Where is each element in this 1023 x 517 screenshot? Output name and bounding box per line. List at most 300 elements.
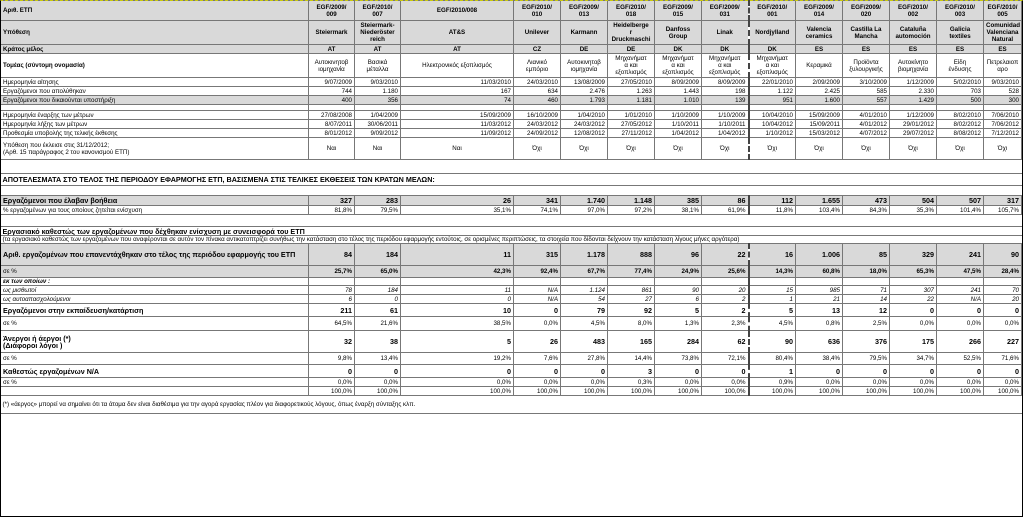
cell-self: N/A — [937, 295, 984, 304]
row-label-deadline: Προθεσμία υποβολής της τελικής έκθεσης — [1, 129, 309, 138]
cell-aided: 507 — [937, 196, 984, 206]
cell-na: 0 — [702, 365, 749, 378]
cell-line: EGF/2010/ — [987, 3, 1018, 11]
cell-deadline: 15/03/2012 — [796, 129, 843, 138]
cell-line: Nordjylland — [755, 29, 790, 36]
cell-line: εξοπλισμός — [662, 69, 694, 76]
cell-dr: 557 — [843, 96, 890, 105]
cell-self: 0 — [355, 295, 401, 304]
cell-line: 020 — [860, 10, 872, 18]
cell-line: Αυτοκινητοβ — [314, 58, 349, 66]
cell-line: Castilla La — [850, 25, 882, 33]
cell-line: 009 — [326, 10, 337, 18]
cell-line: EGF/2009/ — [851, 3, 881, 11]
cell-train: 79 — [561, 304, 608, 317]
cell-line: EGF/2009/ — [804, 3, 834, 11]
cell-end: 24/03/2012 — [514, 120, 561, 129]
cell-emp: 11 — [401, 286, 514, 295]
row-label-train: Εργαζόμενοι στην εκπαίδευση/κατάρτιση — [1, 304, 309, 317]
cell-unemp: 175 — [890, 331, 937, 353]
cell-line: Πετρελαιοπ — [986, 58, 1019, 66]
cell-dr: 460 — [514, 96, 561, 105]
cell-dr: 500 — [937, 96, 984, 105]
cell-line: Druckmaschi — [611, 36, 651, 43]
cell-wf: 167 — [401, 87, 514, 96]
cell-line: Αυτοκινητοβ — [567, 58, 601, 66]
cell-unemp_pct: 27,8% — [561, 353, 608, 365]
cell-self: 22 — [890, 295, 937, 304]
cell-aided: 504 — [890, 196, 937, 206]
cell-deadline: 1/10/2012 — [749, 129, 796, 138]
cell-line: Natural — [991, 36, 1014, 43]
cell-line: εξοπλισμός — [709, 69, 741, 76]
cell-reint: 90 — [984, 244, 1022, 266]
row-label-app: Ημερομηνία αίτησης — [1, 78, 309, 87]
cell-total: 100,0% — [514, 387, 561, 396]
cell-aided: 283 — [355, 196, 401, 206]
cell-unemp_pct: 73,8% — [655, 353, 702, 365]
cell-reint: 1.178 — [561, 244, 608, 266]
cell-start: 15/09/2009 — [796, 111, 843, 120]
cell-na: 3 — [608, 365, 655, 378]
cell-line: Karmann — [570, 29, 598, 36]
cell-unemp_pct: 9,8% — [309, 353, 355, 365]
cell-ms: AT — [309, 45, 355, 54]
cell-wf: 1.180 — [355, 87, 401, 96]
cell-train_pct: 2,3% — [702, 317, 749, 331]
cell-ms: DK — [749, 45, 796, 54]
cell-na_pct: 0,0% — [514, 378, 561, 387]
row-label-ref: Αριθ. ΕΤΠ — [1, 1, 309, 21]
cell-na_pct: 0,0% — [843, 378, 890, 387]
cell-self: 6 — [655, 295, 702, 304]
cell-train_pct: 4,5% — [561, 317, 608, 331]
cell-ms: ES — [890, 45, 937, 54]
cell-wf: 585 — [843, 87, 890, 96]
cell-na_pct: 0,0% — [984, 378, 1022, 387]
cell-reint_pct: 65,3% — [890, 266, 937, 278]
cell-app: 9/07/2009 — [309, 78, 355, 87]
cell-line: automoción — [895, 32, 931, 40]
cell-total: 100,0% — [937, 387, 984, 396]
cell-self: 54 — [561, 295, 608, 304]
cell-dr: 300 — [984, 96, 1022, 105]
cell-app: 8/09/2009 — [702, 78, 749, 87]
cell-aided: 86 — [702, 196, 749, 206]
cell-line: α και — [671, 62, 685, 69]
cell-end: 4/01/2012 — [843, 120, 890, 129]
cell-unemp_pct: 52,5% — [937, 353, 984, 365]
cell-end: 1/10/2011 — [702, 120, 749, 129]
cell-line: ιομηχανία — [570, 65, 598, 73]
cell-na: 0 — [937, 365, 984, 378]
cell-app: 2/09/2009 — [796, 78, 843, 87]
cell-line: α και — [765, 62, 779, 69]
cell-reint: 329 — [890, 244, 937, 266]
cell-na: 0 — [561, 365, 608, 378]
cell-train_pct: 0,8% — [796, 317, 843, 331]
cell-app: 24/03/2010 — [514, 78, 561, 87]
cell-reint_pct: 67,7% — [561, 266, 608, 278]
row-label-case: Υπόθεση — [1, 21, 309, 45]
cell-line: EGF/2010/ — [898, 3, 928, 11]
cell-pct_req: 38,1% — [655, 206, 702, 215]
cell-line: Steiermark- — [360, 22, 395, 29]
cell-total: 100,0% — [309, 387, 355, 396]
cell-line: αρο — [997, 65, 1008, 73]
cell-unemp_pct: 14,4% — [608, 353, 655, 365]
cell-app: 3/10/2009 — [843, 78, 890, 87]
cell-train: 13 — [796, 304, 843, 317]
cell-total: 100,0% — [401, 387, 514, 396]
cell-deadline: 12/08/2012 — [561, 129, 608, 138]
cell-wf: 198 — [702, 87, 749, 96]
row-label-reint_pct: σε % — [1, 266, 309, 278]
cell-reint_pct: 60,8% — [796, 266, 843, 278]
cell-wf: 1.122 — [749, 87, 796, 96]
cell-unemp_pct: 72,1% — [702, 353, 749, 365]
cell-line: α και — [718, 62, 732, 69]
cell-line: Unilever — [524, 29, 550, 36]
cell-line: Steiermark — [315, 29, 348, 36]
cell-emp: 1.124 — [561, 286, 608, 295]
cell-train_pct: 64,5% — [309, 317, 355, 331]
cell-na: 0 — [309, 365, 355, 378]
cell-closed: Όχι — [984, 138, 1022, 160]
cell-end: 1/10/2011 — [655, 120, 702, 129]
cell-pct_req: 11,8% — [749, 206, 796, 215]
cell-reint_pct: 24,9% — [655, 266, 702, 278]
row-label-start: Ημερομηνία έναρξης των μέτρων — [1, 111, 309, 120]
cell-unemp_pct: 38,4% — [796, 353, 843, 365]
cell-line: EGF/2009/ — [709, 3, 740, 11]
cell-closed: Ναι — [309, 138, 355, 160]
cell-reint_pct: 92,4% — [514, 266, 561, 278]
section-title-status: Εργασιακό καθεστώς των εργαζομένων που δέχθηκαν ενίσχυση με συνεισφορά του ΕΤΠ — [1, 227, 1022, 236]
cell-emp: 71 — [843, 286, 890, 295]
cell-reint_pct: 65,0% — [355, 266, 401, 278]
cell-deadline: 29/07/2012 — [890, 129, 937, 138]
cell-deadline: 24/09/2012 — [514, 129, 561, 138]
cell-aided: 1.740 — [561, 196, 608, 206]
cell-line: EGF/2010/008 — [436, 7, 478, 14]
cell-train_pct: 2,5% — [843, 317, 890, 331]
cell-line: 015 — [672, 10, 684, 18]
cell-line: EGF/2010/ — [616, 3, 646, 11]
cell-closed: Ναι — [355, 138, 401, 160]
cell-reint_pct: 77,4% — [608, 266, 655, 278]
cell-line: Mancha — [854, 32, 878, 40]
cell-closed: Όχι — [749, 138, 796, 160]
row-label-line: Άνεργοι ή άεργοι (*) — [3, 333, 71, 343]
cell-na: 0 — [796, 365, 843, 378]
row-label-reint: Αριθ. εργαζομένων που επανεντάχθηκαν στο τέλος της περιόδου εφαρμογής του ΕΤΠ — [1, 244, 309, 266]
cell-line: Είδη — [953, 58, 967, 66]
cell-app: 9/03/2010 — [355, 78, 401, 87]
cell-closed: Όχι — [514, 138, 561, 160]
cell-unemp: 266 — [937, 331, 984, 353]
cell-train_pct: 21,6% — [355, 317, 401, 331]
cell-na_pct: 0,3% — [608, 378, 655, 387]
cell-closed: Όχι — [796, 138, 843, 160]
cell-dr: 1.429 — [890, 96, 937, 105]
row-label-dr: Εργαζόμενοι που δικαιούνται υποστήριξη — [1, 96, 309, 105]
cell-pct_req: 97,0% — [561, 206, 608, 215]
cell-total: 100,0% — [749, 387, 796, 396]
cell-reint_pct: 18,0% — [843, 266, 890, 278]
cell-aided: 327 — [309, 196, 355, 206]
cell-train: 2 — [702, 304, 749, 317]
cell-end: 11/03/2012 — [401, 120, 514, 129]
cell-app: 5/02/2010 — [937, 78, 984, 87]
cell-line: Βασικά — [367, 58, 388, 66]
row-label-unemp_pct: σε % — [1, 353, 309, 365]
cell-line: 005 — [997, 10, 1008, 18]
cell-unemp_pct: 19,2% — [401, 353, 514, 365]
row-label-train_pct: σε % — [1, 317, 309, 331]
cell-emp: 184 — [355, 286, 401, 295]
cell-ms: AT — [401, 45, 514, 54]
cell-line: EGF/2010/ — [362, 3, 393, 11]
cell-self: 1 — [749, 295, 796, 304]
cell-reint_pct: 42,3% — [401, 266, 514, 278]
cell-unemp: 38 — [355, 331, 401, 353]
cell-start: 16/10/2009 — [514, 111, 561, 120]
cell-unemp: 62 — [702, 331, 749, 353]
cell-closed: Όχι — [937, 138, 984, 160]
row-label-line: (Διάφοροι λόγοι ) — [3, 340, 63, 350]
cell-ms: ES — [984, 45, 1022, 54]
cell-unemp: 90 — [749, 331, 796, 353]
cell-app: 9/03/2010 — [984, 78, 1022, 87]
cell-wf: 1.263 — [608, 87, 655, 96]
cell-reint: 888 — [608, 244, 655, 266]
cell-unemp: 376 — [843, 331, 890, 353]
cell-train_pct: 4,5% — [749, 317, 796, 331]
row-label-pct_req: % εργαζομένων για τους οποίους ζητείται ενίσχυση — [1, 206, 309, 215]
cell-line: Valencia — [806, 25, 832, 33]
cell-line: ιομηχανία — [318, 65, 345, 73]
cell-self: 14 — [843, 295, 890, 304]
cell-line: Group — [668, 32, 688, 40]
cell-start: 27/08/2008 — [309, 111, 355, 120]
cell-dr: 1.793 — [561, 96, 608, 105]
cell-total: 100,0% — [608, 387, 655, 396]
cell-self: 20 — [984, 295, 1022, 304]
cell-unemp_pct: 34,7% — [890, 353, 937, 365]
cell-train: 0 — [890, 304, 937, 317]
cell-line: ξυλουργικής — [849, 65, 883, 73]
cell-line: εξοπλισμός — [756, 69, 788, 76]
row-label-line: (Αρθ. 15 παράγραφος 2 του κανονισμού ΕΤΠ) — [3, 148, 130, 156]
cell-na_pct: 0,0% — [401, 378, 514, 387]
cell-deadline: 4/07/2012 — [843, 129, 890, 138]
cell-emp: 78 — [309, 286, 355, 295]
cell-na_pct: 0,0% — [937, 378, 984, 387]
cell-line: 031 — [719, 10, 730, 18]
cell-total: 100,0% — [702, 387, 749, 396]
cell-emp: 20 — [702, 286, 749, 295]
cell-line: textiles — [949, 32, 971, 40]
cell-line: EGF/2009/ — [663, 3, 693, 11]
row-label-aided: Εργαζόμενοι που έλαβαν βοήθεια — [1, 196, 309, 206]
cell-reint_pct: 47,5% — [937, 266, 984, 278]
cell-line: AT&S — [448, 29, 466, 36]
cell-dr: 74 — [401, 96, 514, 105]
cell-unemp: 483 — [561, 331, 608, 353]
row-label-na_pct: σε % — [1, 378, 309, 387]
cell-train: 92 — [608, 304, 655, 317]
cell-closed: Όχι — [890, 138, 937, 160]
cell-pct_req: 105,7% — [984, 206, 1022, 215]
cell-emp: 15 — [749, 286, 796, 295]
cell-reint: 184 — [355, 244, 401, 266]
cell-line: 001 — [767, 10, 778, 18]
cell-emp: 985 — [796, 286, 843, 295]
cell-ms: DE — [561, 45, 608, 54]
cell-unemp: 284 — [655, 331, 702, 353]
cell-closed: Όχι — [608, 138, 655, 160]
cell-aided: 385 — [655, 196, 702, 206]
cell-start: 7/06/2010 — [984, 111, 1022, 120]
cell-closed: Ναι — [401, 138, 514, 160]
cell-line: 014 — [813, 10, 825, 18]
cell-app: 1/12/2009 — [890, 78, 937, 87]
cell-wf: 528 — [984, 87, 1022, 96]
cell-app: 8/09/2009 — [655, 78, 702, 87]
row-label-self: ως αυτοαπασχολούμενοι — [1, 295, 309, 304]
cell-line: 013 — [578, 10, 590, 18]
cell-line: Μηχανήματ — [709, 55, 741, 62]
cell-line: Ηλεκτρονικός εξοπλισμός — [422, 62, 492, 69]
cell-line: Cataluña — [899, 25, 927, 33]
cell-na_pct: 0,0% — [355, 378, 401, 387]
cell-reint_pct: 25,7% — [309, 266, 355, 278]
cell-unemp: 32 — [309, 331, 355, 353]
cell-wf: 1.443 — [655, 87, 702, 96]
cell-line: Μηχανήματ — [662, 55, 694, 62]
cell-line: EGF/2009/ — [316, 3, 347, 11]
cell-line: εξοπλισμός — [615, 69, 647, 76]
cell-self: 27 — [608, 295, 655, 304]
cell-wf: 2.330 — [890, 87, 937, 96]
cell-deadline: 1/04/2012 — [702, 129, 749, 138]
cell-train: 0 — [984, 304, 1022, 317]
cell-emp: 307 — [890, 286, 937, 295]
cell-line: βιομηχανία — [897, 65, 929, 73]
cell-reint: 96 — [655, 244, 702, 266]
cell-reint_pct: 14,3% — [749, 266, 796, 278]
cell-deadline: 8/08/2012 — [937, 129, 984, 138]
cell-train_pct: 38,5% — [401, 317, 514, 331]
cell-deadline: 27/11/2012 — [608, 129, 655, 138]
cell-line: Μηχανήματ — [756, 55, 788, 62]
cell-line: Danfoss — [665, 25, 691, 33]
cell-deadline: 8/01/2012 — [309, 129, 355, 138]
cell-pct_req: 84,3% — [843, 206, 890, 215]
cell-dr: 1.181 — [608, 96, 655, 105]
cell-end: 30/06/2011 — [355, 120, 401, 129]
cell-total: 100,0% — [843, 387, 890, 396]
cell-aided: 341 — [514, 196, 561, 206]
cell-total: 100,0% — [655, 387, 702, 396]
cell-end: 24/03/2012 — [561, 120, 608, 129]
cell-deadline: 1/04/2012 — [655, 129, 702, 138]
cell-wf: 744 — [309, 87, 355, 96]
cell-start: 8/02/2010 — [937, 111, 984, 120]
cell-dr: 1.600 — [796, 96, 843, 105]
cell-end: 27/05/2012 — [608, 120, 655, 129]
cell-dr: 356 — [355, 96, 401, 105]
cell-deadline: 9/09/2012 — [355, 129, 401, 138]
cell-line: Κεραμικά — [806, 62, 832, 69]
cell-na: 0 — [655, 365, 702, 378]
row-label-ms: Κράτος μέλος — [1, 45, 309, 54]
cell-train_pct: 0,0% — [937, 317, 984, 331]
cell-unemp_pct: 7,6% — [514, 353, 561, 365]
cell-deadline: 11/09/2012 — [401, 129, 514, 138]
cell-end: 15/09/2011 — [796, 120, 843, 129]
row-label-na: Καθεστώς εργαζομένων N/A — [1, 365, 309, 378]
cell-ms: AT — [355, 45, 401, 54]
cell-line: 007 — [372, 10, 383, 18]
cell-aided: 473 — [843, 196, 890, 206]
cell-end: 8/02/2012 — [937, 120, 984, 129]
row-label-line: Υπόθεση που έκλεισε στις 31/12/2012; — [3, 141, 110, 149]
cell-start: 1/01/2010 — [608, 111, 655, 120]
cell-start: 1/04/2010 — [561, 111, 608, 120]
cell-aided: 317 — [984, 196, 1022, 206]
cell-na_pct: 0,0% — [702, 378, 749, 387]
cell-total: 100,0% — [561, 387, 608, 396]
cell-end: 8/07/2011 — [309, 120, 355, 129]
cell-reint: 16 — [749, 244, 796, 266]
cell-total: 100,0% — [890, 387, 937, 396]
cell-ms: ES — [843, 45, 890, 54]
cell-line: 018 — [625, 10, 637, 18]
cell-unemp: 227 — [984, 331, 1022, 353]
cell-train: 5 — [749, 304, 796, 317]
cell-self: N/A — [514, 295, 561, 304]
cell-reint: 315 — [514, 244, 561, 266]
cell-app: 13/08/2009 — [561, 78, 608, 87]
cell-line: Μηχανήματ — [615, 55, 647, 62]
cell-line: reich — [370, 36, 385, 43]
cell-wf: 703 — [937, 87, 984, 96]
cell-app: 27/05/2010 — [608, 78, 655, 87]
cell-ms: DK — [655, 45, 702, 54]
cell-closed: Όχι — [702, 138, 749, 160]
cell-aided: 26 — [401, 196, 514, 206]
cell-dr: 1.010 — [655, 96, 702, 105]
cell-na: 1 — [749, 365, 796, 378]
cell-line: μέταλλα — [366, 65, 389, 73]
cell-self: 6 — [309, 295, 355, 304]
cell-ms: ES — [796, 45, 843, 54]
cell-ms: CZ — [514, 45, 561, 54]
cell-line: EGF/2010/ — [522, 3, 552, 11]
row-label-sector: Τομέας (σύντομη ονομασία) — [1, 54, 309, 78]
cell-na_pct: 0,0% — [309, 378, 355, 387]
cell-unemp_pct: 80,4% — [749, 353, 796, 365]
cell-dr: 139 — [702, 96, 749, 105]
cell-aided: 1.148 — [608, 196, 655, 206]
cell-unemp: 165 — [608, 331, 655, 353]
cell-line: 003 — [954, 10, 966, 18]
cell-pct_req: 101,4% — [937, 206, 984, 215]
cell-self: 2 — [702, 295, 749, 304]
cell-train_pct: 0,0% — [514, 317, 561, 331]
